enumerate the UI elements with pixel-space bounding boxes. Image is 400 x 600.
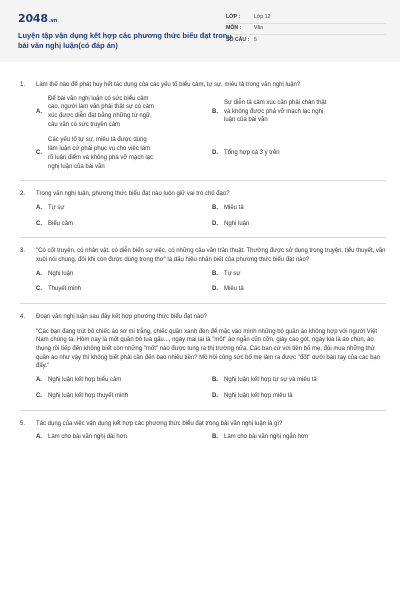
option-d[interactable] — [212, 220, 384, 229]
option-letter: A. — [36, 204, 42, 211]
option-b[interactable] — [212, 270, 384, 279]
option-a[interactable] — [36, 204, 208, 213]
option-c[interactable] — [36, 136, 208, 171]
option-letter: D. — [212, 220, 218, 227]
option-c[interactable] — [36, 392, 208, 401]
option-letter: C. — [36, 392, 42, 399]
answer-options — [36, 376, 386, 400]
question-2 — [20, 190, 386, 238]
option-text: Làm cho bài văn nghị ngắn hơn — [224, 434, 309, 441]
option-d[interactable] — [212, 136, 384, 171]
option-a[interactable] — [36, 433, 208, 442]
option-text: Miêu tả — [224, 204, 244, 211]
option-text: Miêu tả — [224, 286, 244, 293]
option-letter: A. — [36, 377, 42, 384]
meta-label: SỐ CÂU : — [226, 36, 250, 43]
question-number: 3. — [20, 248, 26, 255]
question-text: Tác dụng của việc vận dụng kết hợp các phương thức biểu đạt trong bài văn nghị luận là gì? — [36, 420, 283, 427]
option-b[interactable] — [212, 95, 384, 130]
option-letter: C. — [36, 286, 42, 293]
option-letter: C. — [36, 150, 42, 157]
option-text: Nghị luận — [48, 270, 74, 277]
question-number: 2. — [20, 191, 26, 198]
option-text: Thuyết minh — [48, 286, 82, 293]
option-d[interactable] — [212, 285, 384, 294]
option-text: Làm cho bài văn nghị dài hơn — [48, 434, 127, 441]
option-letter: D. — [212, 392, 218, 399]
question-passage: "Các bạn đang trút bỏ chiếc áo sơ mi trắng, chiếc quần xanh đen để mặc vào mình những bộ quần áo không hợp với người Việt Nam chúng ta. Hôm nay là mốt quần bò tua gấu..., ngày mai lại là "mốt" áo ngắn cũn cỡn, giày cao gót, ngày kia là áo chùn, áo thụng rồi tiếp đến không biết còn những "mốt" nào được tung ra thị trường nữa. Các bạn cứ vơi tiền bố mẹ, đòi mua những thứ quần áo như vậy thì không biết phải cần đến bao nhiêu tiền? Mồ hôi công sức bố mẹ làm ra được "đốt" dưới bàn tay của các bạn đấy." — [36, 328, 381, 370]
answer-options — [36, 270, 386, 294]
meta-row-count — [226, 35, 386, 46]
option-letter: D. — [212, 286, 218, 293]
answer-options — [36, 204, 386, 228]
question-number: 1. — [20, 82, 26, 88]
option-letter: B. — [212, 270, 218, 277]
option-b[interactable] — [212, 204, 384, 213]
meta-row-subject — [226, 24, 386, 35]
option-text: Sự diễn tả cảm xúc cần phải chân thật và không được phá vỡ mạch lạc nghị luận của bài văn — [224, 100, 327, 124]
option-c[interactable] — [36, 285, 208, 294]
meta-label: MÔN : — [226, 25, 242, 32]
page-title: Luyện tập vận dụng kết hợp các phương thức biểu đạt trong bài văn nghị luận(có đáp án) — [18, 30, 232, 50]
option-d[interactable] — [212, 392, 384, 401]
question-1 — [20, 81, 386, 181]
meta-value: Lớp 12 — [254, 14, 271, 21]
question-text: Trong văn nghị luận, phương thức biểu đạt nào luôn giữ vai trò chủ đạo? — [36, 191, 230, 198]
question-text: Làm thế nào để phát huy hết tác dụng của các yếu tố biểu cảm, tự sự, miêu tả trong văn nghị luận? — [36, 82, 301, 88]
option-text: Nghị luận kết hợp tự sự và miêu tả — [224, 377, 317, 384]
option-letter: A. — [36, 434, 42, 441]
option-c[interactable] — [36, 220, 208, 229]
option-letter: D. — [212, 150, 218, 157]
option-a[interactable] — [36, 376, 208, 385]
meta-row-class — [226, 13, 386, 24]
meta-value: 5 — [254, 36, 257, 43]
option-text: Nghị luận kết hợp biểu cảm — [48, 377, 122, 384]
question-4 — [20, 313, 386, 411]
logo-text: 2048 — [18, 12, 48, 25]
meta-value: Văn — [254, 25, 264, 32]
option-letter: B. — [212, 434, 218, 441]
option-b[interactable] — [212, 433, 384, 442]
option-letter: A. — [36, 108, 42, 115]
option-text: Nghị luận kết hợp miêu tả — [224, 392, 293, 399]
option-letter: C. — [36, 220, 42, 227]
option-text: Biểu cảm — [48, 220, 74, 227]
option-a[interactable] — [36, 95, 208, 130]
option-b[interactable] — [212, 376, 384, 385]
option-letter: B. — [212, 377, 218, 384]
answer-options — [36, 95, 386, 172]
page-header — [0, 0, 400, 62]
question-number: 5. — [20, 420, 26, 427]
option-text: Nghị luận — [224, 220, 250, 227]
answer-options — [36, 433, 386, 442]
option-a[interactable] — [36, 270, 208, 279]
option-text: Các yếu tố tự sự, miêu tả được dùng làm luận cứ phải phục vụ cho việc làm rõ luận điểm và không phá vỡ mạch lạc nghị luận của bài văn — [48, 137, 153, 170]
option-letter: A. — [36, 270, 42, 277]
option-text: Tổng hợp cả 3 ý trên — [224, 150, 280, 157]
question-text: Đoạn văn nghị luận sau đây kết hợp phương thức biểu đạt nào? — [36, 314, 208, 320]
question-number: 4. — [20, 314, 26, 320]
option-text: Tự sự — [48, 204, 65, 211]
question-list — [0, 62, 400, 451]
question-text: "Có cốt truyện, có nhân vật, có diễn biến sự việc, có những câu văn trần thuật. Thường được sử dụng trong truyện, tiểu thuyết, văn xuôi nói chung, đôi khi còn được dùng trong thơ" là dấu hiệu nhận biết của phương thức biểu đạt nào? — [36, 248, 386, 263]
question-5 — [20, 420, 386, 451]
option-text: Để bài văn nghị luận có sức biểu cảm cao, người làm văn phải thật sự có cảm xúc được diễn đạt bằng những từ ngữ, câu văn có sức truyền cảm — [48, 95, 155, 128]
question-3 — [20, 247, 386, 304]
option-letter: B. — [212, 204, 218, 211]
meta-info — [226, 13, 386, 46]
meta-label: LỚP : — [226, 14, 241, 21]
logo-suffix: .vn — [48, 18, 57, 24]
option-letter: B. — [212, 108, 218, 115]
option-text: Nghị luận kết hợp thuyết minh — [48, 392, 128, 399]
option-text: Tự sự — [224, 270, 241, 277]
